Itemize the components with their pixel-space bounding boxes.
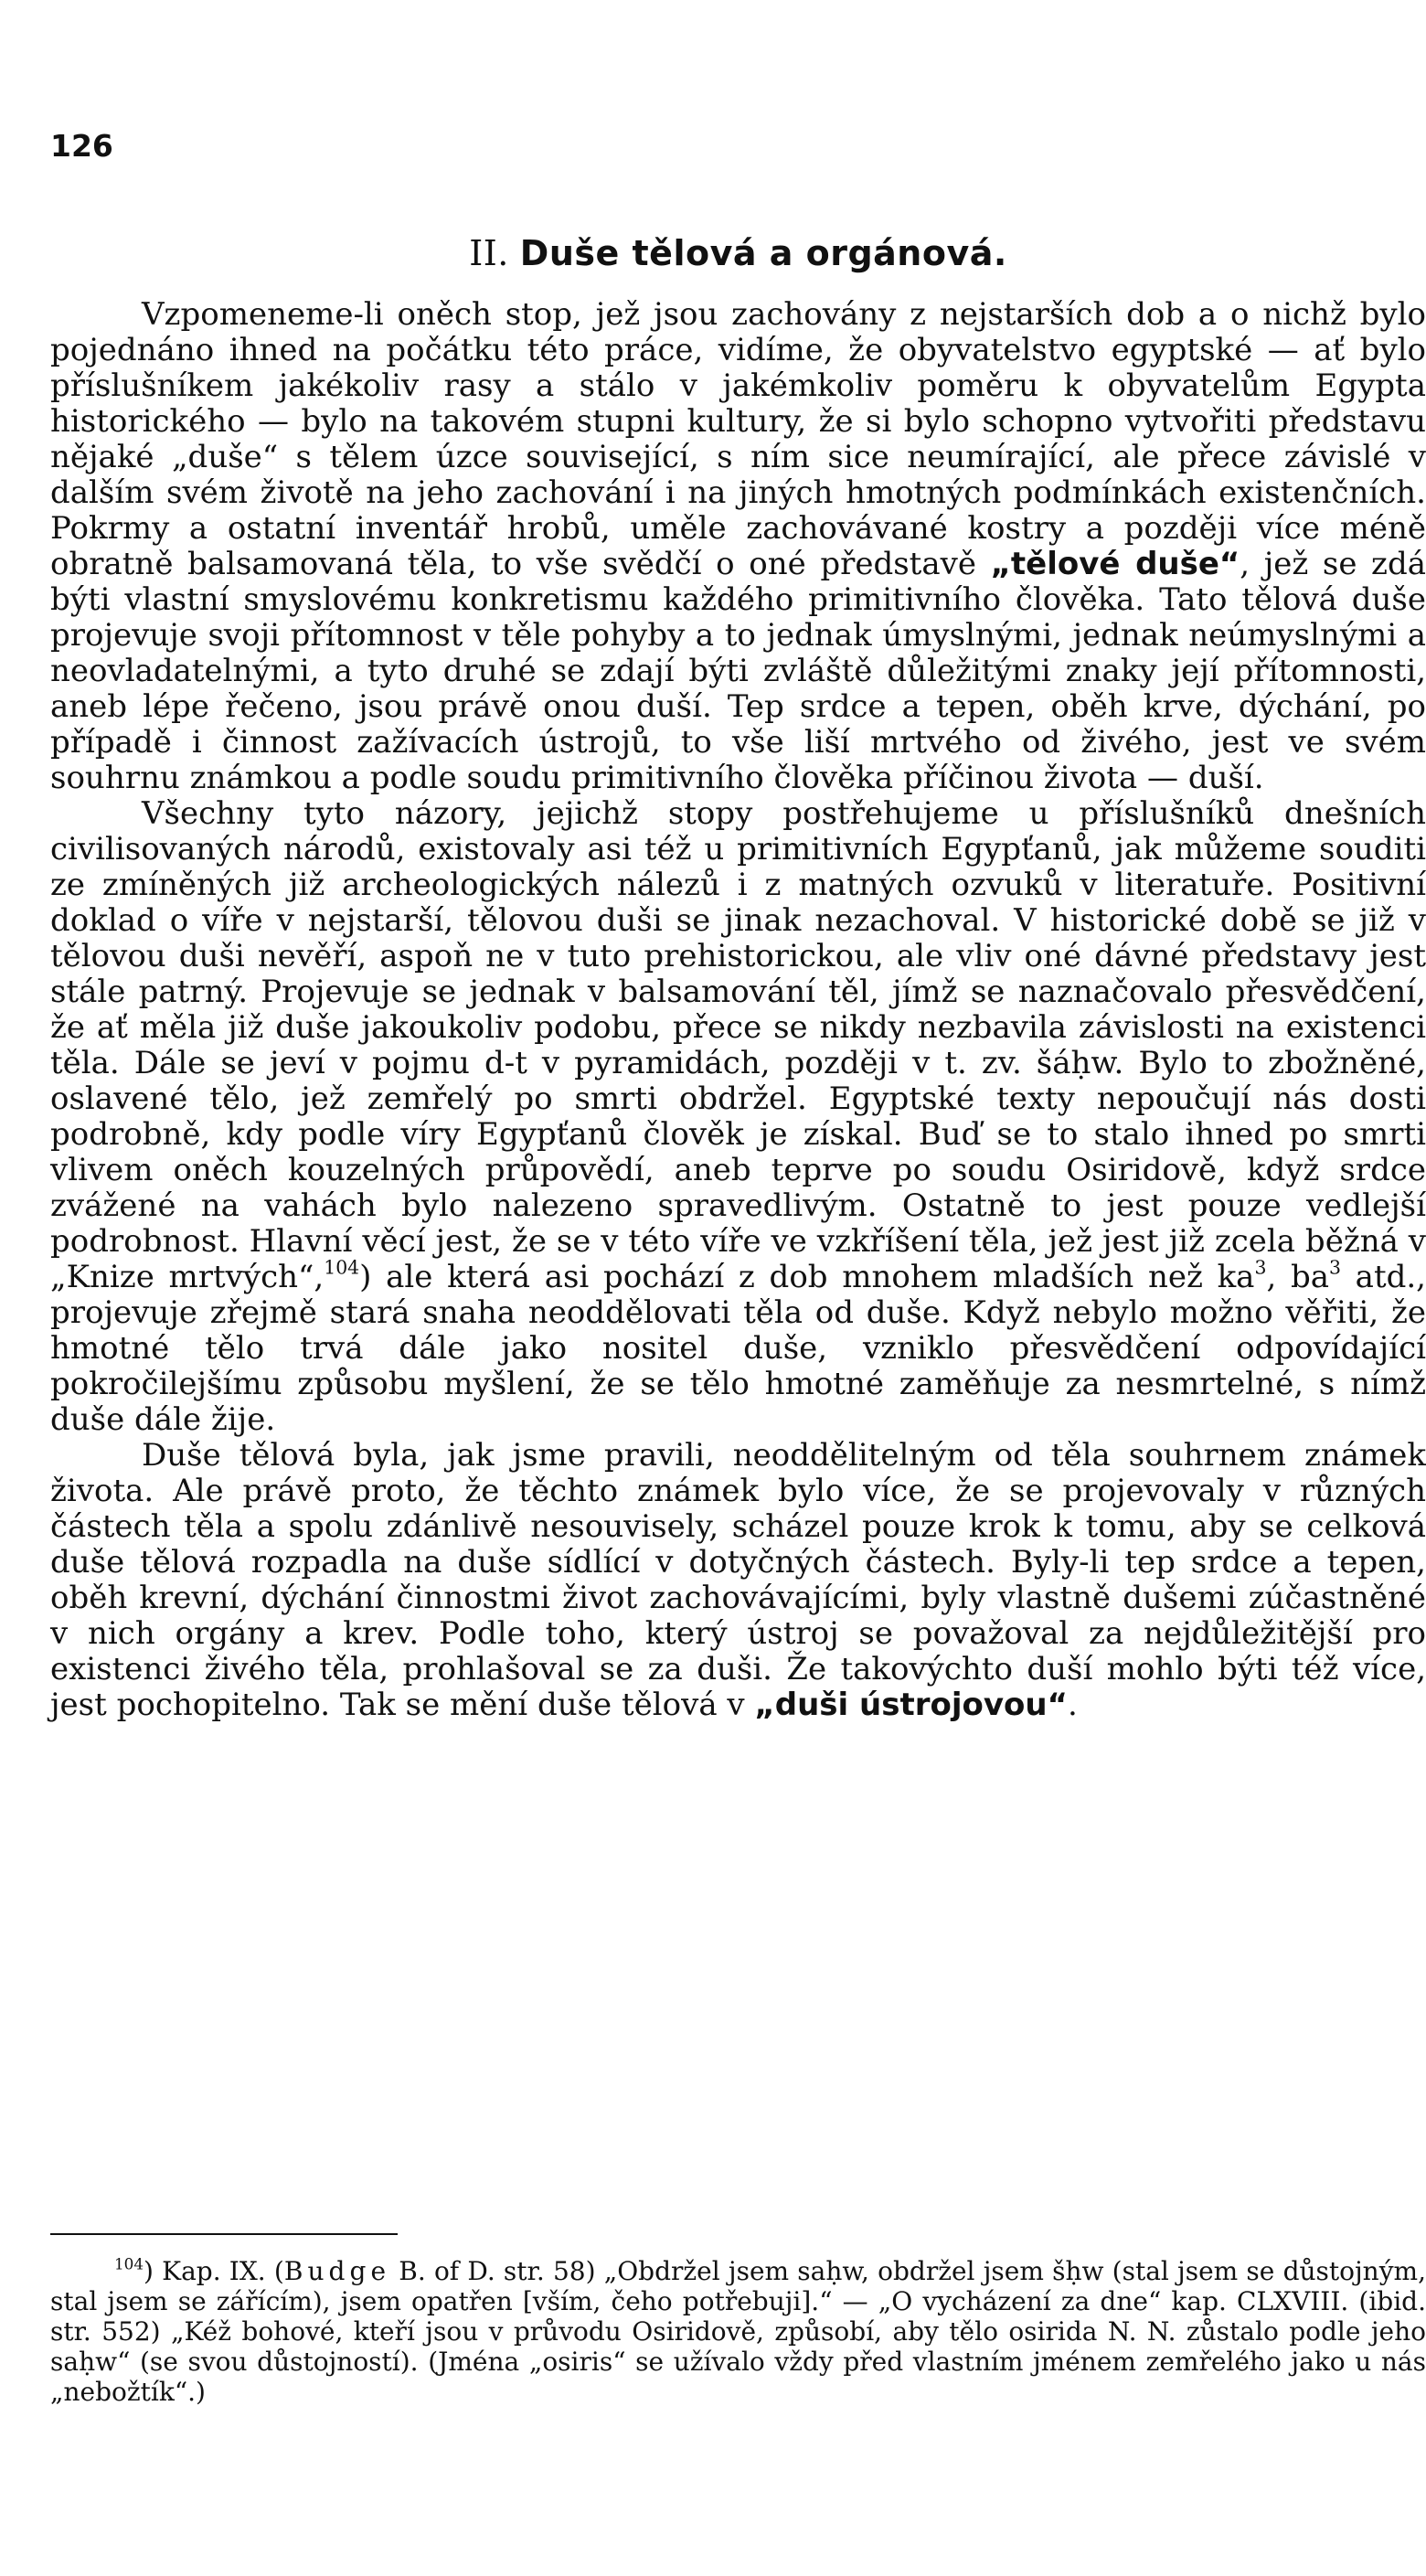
paragraph-3-text-b: .: [1067, 1687, 1078, 1723]
footnote-author: Budge: [283, 2256, 391, 2286]
body-text: [50, 297, 1426, 1723]
footnote-text-a: ) Kap. IX. (: [144, 2256, 284, 2286]
paragraph-1-text-b: , jež se zdá býti vlastní smyslovému konkretismu každého primitivního člověka. Tato tělová duše projevuje svoji přítomnost v těle pohyby a to jednak úmyslnými, jednak neúmyslnými a neovladatelnými, a tyto druhé se zdají býti zvláště důležitými znaky její přítomnosti, aneb lépe řečeno, jsou právě onou duší. Tep srdce a tepen, oběh krve, dýchání, po případě i činnost zažívacích ústrojů, to vše liší mrtvého od živého, jest ve svém souhrnu známkou a podle soudu primitivního člověka příčinou života — duší.: [50, 546, 1426, 796]
paragraph-1: [50, 297, 1426, 796]
footnote-text-b: B. of D. str. 58) „Obdržel jsem saḥw, obdržel jsem šḥw (stal jsem se důstojným, stal jsem se zářícím), jsem opatřen [vším, čeho potřebuji].“ — „O vycházení za dne“ kap. CLXVIII. (ibid. str. 552) „Kéž bohové, kteří jsou v průvodu Osiridově, způsobí, aby tělo osirida N. N. zůstalo podle jeho saḥw“ (se svou důstojností). (Jména „osiris“ se užívalo vždy před vlastním jménem zemřelého jako u nás „nebožtík“.): [50, 2256, 1426, 2407]
book-page: [50, 0, 1426, 2576]
section-title-text: Duše tělová a orgánová.: [519, 233, 1007, 273]
page-number: 126: [50, 128, 113, 164]
paragraph-2-text-b: ) ale která asi pochází z dob mnohem mladších než ka: [359, 1259, 1255, 1295]
paragraph-2-text-c: , ba: [1266, 1259, 1329, 1295]
paragraph-1-text-a: Vzpomeneme-li oněch stop, jež jsou zachovány z nejstarších dob a o nichž bylo pojednáno ihned na počátku této práce, vidíme, že obyvatelstvo egyptské — ať bylo příslušníkem jakékoliv rasy a stálo v jakémkoliv poměru k obyvatelům Egypta historického — bylo na takovém stupni kultury, že si bylo schopno vytvořiti představu nějaké „duše“ s tělem úzce související, s ním sice neumírající, ale přece závislé v dalším svém životě na jeho zachování i na jiných hmotných podmínkách existenčních. Pokrmy a ostatní inventář hrobů, uměle zachovávané kostry a později více méně obratně balsamovaná těla, to vše svědčí o oné představě: [50, 296, 1426, 582]
footnote-reference: 104: [324, 1256, 360, 1279]
section-numeral: II.: [469, 233, 509, 273]
superscript: 3: [1254, 1256, 1267, 1279]
emphasis-telove-duse: „tělové duše“: [990, 546, 1240, 582]
footnote: [50, 2256, 1426, 2407]
paragraph-2: [50, 796, 1426, 1438]
footnote-mark: 104: [114, 2254, 144, 2273]
paragraph-2-text-d: atd., projevuje zřejmě stará snaha neoddělovati těla od duše. Když nebylo možno věřiti, že hmotné tělo trvá dále jako nositel duše, vzniklo přesvědčení odpovídající pokročilejšímu způsobu myšlení, že se tělo hmotné zaměňuje za nesmrtelné, s nímž duše dále žije.: [50, 1259, 1426, 1438]
superscript: 3: [1328, 1256, 1341, 1279]
paragraph-3-text-a: Duše tělová byla, jak jsme pravili, neoddělitelným od těla souhrnem známek života. Ale právě proto, že těchto známek bylo více, že se projevovaly v různých částech těla a spolu zdánlivě nesouvisely, scházel pouze krok k tomu, aby se celková duše tělová rozpadla na duše sídlící v dotyčných částech. Byly-li tep srdce a tepen, oběh krevní, dýchání činnostmi život zachovávajícími, byly vlastně dušemi zúčastněné v nich orgány a krev. Podle toho, který ústroj se považoval za nejdůležitější pro existenci živého těla, prohlašoval se za duši. Že takovýchto duší mohlo býti též více, jest pochopitelno. Tak se mění duše tělová v: [50, 1437, 1426, 1723]
emphasis-duse-ustrojova: „duši ústrojovou“: [754, 1687, 1068, 1723]
section-title: [50, 233, 1426, 273]
paragraph-3: [50, 1438, 1426, 1723]
footnote-divider: [50, 2233, 398, 2235]
paragraph-2-text-a: Všechny tyto názory, jejichž stopy postřehujeme u příslušníků dnešních civilisovaných národů, existovaly asi též u primitivních Egypťanů, jak můžeme souditi ze zmíněných již archeologických nálezů i z matných ozvuků v literatuře. Positivní doklad o víře v nejstarší, tělovou duši se jinak nezachoval. V historické době se již v tělovou duši nevěří, aspoň ne v tuto prehistorickou, ale vliv oné dávné představy jest stále patrný. Projevuje se jednak v balsamování těl, jímž se naznačovalo přesvědčení, že ať měla již duše jakoukoliv podobu, přece se nikdy nezbavila závislosti na existenci těla. Dále se jeví v pojmu d-t v pyramidách, později v t. zv. šáḥw. Bylo to zbožněné, oslavené tělo, jež zemřelý po smrti obdržel. Egyptské texty nepoučují nás dosti podrobně, kdy podle víry Egypťanů člověk je získal. Buď se to stalo ihned po smrti vlivem oněch kouzelných průpovědí, aneb teprve po soudu Osiridově, když srdce zvážené na vahách bylo nalezeno spravedlivým. Ostatně to jest pouze vedlejší podrobnost. Hlavní věcí jest, že se v této víře ve vzkříšení těla, jež jest již zcela běžná v „Knize mrtvých“,: [50, 795, 1426, 1295]
